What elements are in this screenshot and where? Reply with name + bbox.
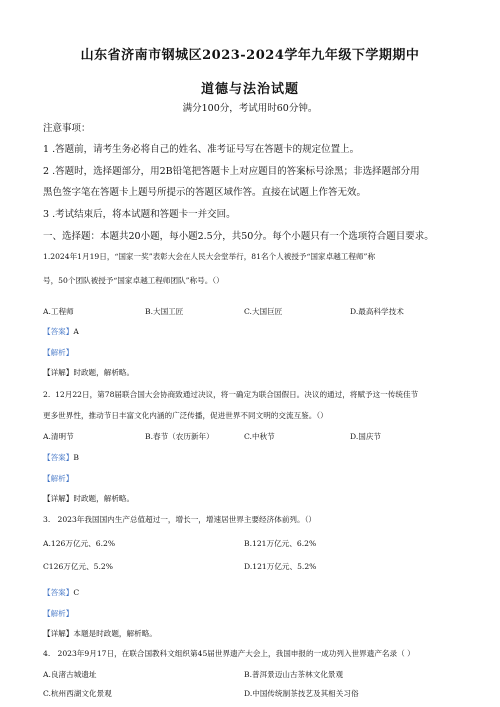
q1-option-d: D.最高科学技术	[350, 307, 404, 316]
answer-label: 【答案】	[43, 327, 74, 336]
q4-option-d: D.中国传统制茶技艺及其相关习俗	[244, 689, 359, 698]
q1-option-b: B.大国工匠	[145, 307, 184, 316]
q2-stem-line1: 2. 12月22日，第78届联合国大会协商致通过决议，将一确定为联合国假日。决议的通过，将赋予这一传统佳节	[43, 390, 419, 399]
note-1: 1 .答题前，请考生务必将自己的姓名、准考证号写在答题卡的规定位置上。	[43, 144, 360, 155]
q2-option-b: B.春节（农历新年）	[145, 432, 214, 441]
note-2-line1: 2 .答题时，选择题部分，用2B铅笔把答题卡上对应题目的答案标号涂黑；非选择题部分用	[43, 166, 420, 177]
q3-answer	[43, 587, 79, 598]
q2-option-d: D.国庆节	[350, 432, 382, 441]
section-heading: 一、选择题：本题共20小题，每小题2.5分，共50分。每个小题只有一个选项符合题目要求。	[43, 231, 434, 242]
q1-stem-line2: 号，50个团队被授予“国家卓越工程师团队”称号。（）	[43, 276, 224, 285]
q2-detail-text: 时政题，解析略。	[73, 494, 135, 503]
q2-stem-line2: 更多世界性，推动节日丰富文化内涵的广泛传播，促进世界不同文明的交流互鉴。（）	[43, 411, 328, 420]
q4-option-b: B.普洱景迈山古茶林文化景观	[244, 670, 344, 679]
q1-stem-line1: 1.2024年1月19日，“国家一奖”表彰大会在人民大会堂举行，81名个人被授予“国家卓越工程师”称	[43, 252, 376, 261]
note-3: 3 .考试结束后，将本试题和答题卡一并交回。	[43, 209, 236, 220]
q1-analysis: 【解析】	[43, 348, 74, 357]
q2-answer	[43, 452, 79, 463]
detail-label: 【详解】	[43, 494, 74, 503]
exam-info: 满分100分，考试用时60分钟。	[182, 103, 318, 114]
q1-answer	[43, 326, 79, 337]
q3-option-a: A.126万亿元、6.2%	[43, 539, 116, 548]
q3-answer-value: C	[73, 588, 80, 597]
q4-option-c: C.杭州西湖文化景观	[43, 689, 112, 698]
q3-stem: 3. 2023年我国国内生产总值超过一，增长一，增速居世界主要经济体前列。（）	[43, 515, 317, 524]
q3-analysis: 【解析】	[43, 609, 74, 618]
q3-option-d: D.121万亿元、5.2%	[244, 562, 317, 571]
q4-stem: 4. 2023年9月17日，在联合国教科文组织第45届世界遗产大会上，我国申报的一成功列入世界遗产名录（ ）	[43, 649, 415, 658]
q2-analysis: 【解析】	[43, 474, 74, 483]
q3-option-c: C126万亿元、5.2%	[43, 562, 113, 571]
q2-option-a: A.清明节	[43, 432, 74, 441]
q1-option-a: A.工程师	[43, 307, 74, 316]
q3-option-b: B.121万亿元、6.2%	[244, 539, 317, 548]
q4-option-a: A.良渚古城遗址	[43, 670, 97, 679]
q2-option-c: C.中秋节	[244, 432, 275, 441]
exam-subject: 道德与法治试题	[200, 82, 299, 97]
q1-answer-value: A	[73, 327, 79, 336]
detail-label: 【详解】	[43, 629, 74, 638]
notes-heading: 注意事项：	[43, 123, 91, 134]
q1-option-c: C.大国巨匠	[244, 307, 283, 316]
q1-detail-text: 时政题，解析略。	[73, 368, 135, 377]
answer-label: 【答案】	[43, 453, 74, 462]
detail-label: 【详解】	[43, 368, 74, 377]
note-2-line2: 黑色签字笔在答题卡上题号所提示的答题区域作答。直接在试题上作答无效。	[43, 187, 367, 198]
q2-answer-value: B	[73, 453, 79, 462]
exam-title: 山东省济南市钢城区2023-2024学年九年级下学期期中	[80, 48, 420, 63]
q2-detail	[43, 493, 134, 504]
answer-label: 【答案】	[43, 588, 74, 597]
q3-detail	[43, 628, 157, 639]
q3-detail-text: 本题是时政题，解析略。	[73, 629, 157, 638]
q1-detail	[43, 367, 134, 378]
